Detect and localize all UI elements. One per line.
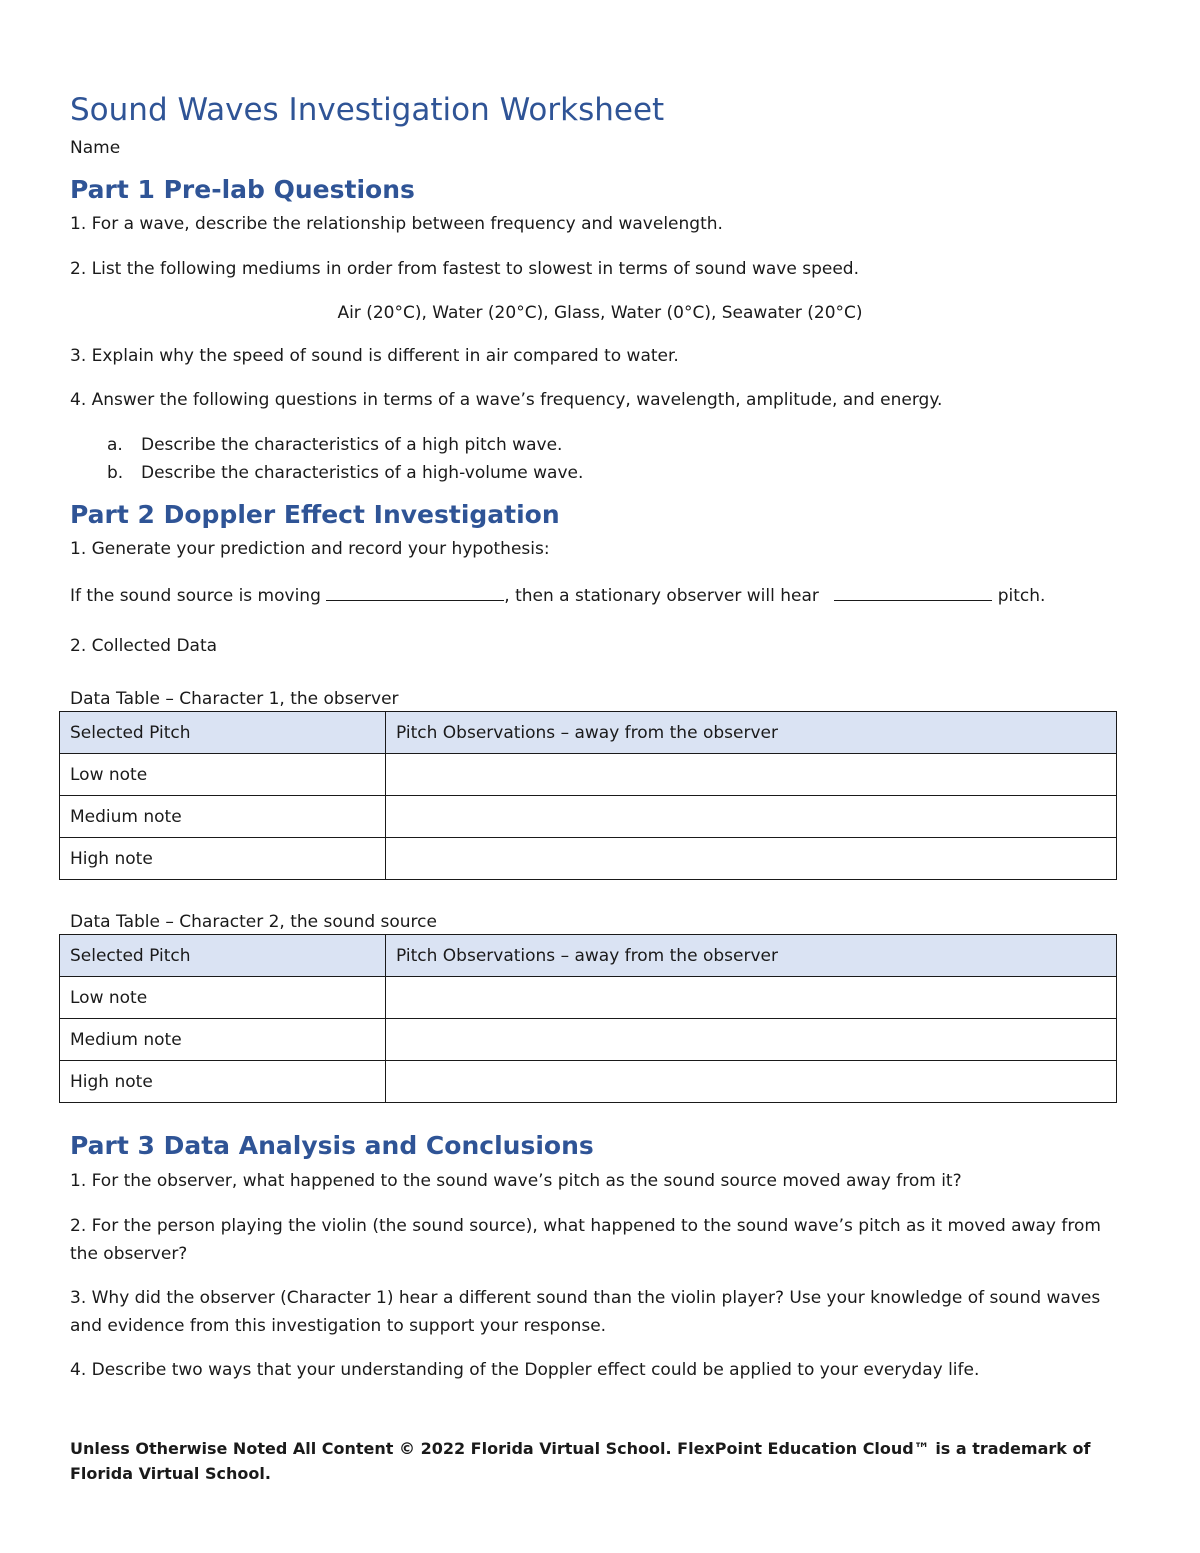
table-cell: High note bbox=[60, 838, 386, 880]
part1-question-1: 1. For a wave, describe the relationship between frequency and wavelength. bbox=[70, 214, 723, 234]
table1-caption: Data Table – Character 1, the observer bbox=[70, 689, 399, 709]
part3-question-2-line1: 2. For the person playing the violin (the sound source), what happened to the sound wave’s pitch as it moved away from bbox=[70, 1216, 1101, 1236]
observation-cell[interactable] bbox=[386, 1019, 1117, 1061]
part3-question-3-line2: and evidence from this investigation to support your response. bbox=[70, 1316, 607, 1336]
table-header-cell: Selected Pitch bbox=[60, 935, 386, 977]
part3-question-1: 1. For the observer, what happened to the sound wave’s pitch as the sound source moved away from it? bbox=[70, 1171, 962, 1191]
observation-cell[interactable] bbox=[386, 1061, 1117, 1103]
table-row bbox=[60, 754, 1117, 796]
part1-question-4: 4. Answer the following questions in terms of a wave’s frequency, wavelength, amplitude, and energy. bbox=[70, 390, 943, 410]
part1-question-2: 2. List the following mediums in order from fastest to slowest in terms of sound wave speed. bbox=[70, 259, 859, 279]
table-cell: Low note bbox=[60, 977, 386, 1019]
part2-question-1: 1. Generate your prediction and record your hypothesis: bbox=[70, 539, 550, 559]
hypothesis-part-a: If the sound source is moving bbox=[70, 586, 321, 606]
hypothesis-part-c: pitch. bbox=[997, 586, 1046, 606]
hypothesis-part-b: , then a stationary observer will hear bbox=[504, 586, 819, 606]
list-marker: b. bbox=[107, 463, 124, 483]
table-header-cell: Selected Pitch bbox=[60, 712, 386, 754]
part1-question-4a bbox=[107, 435, 562, 455]
copyright-footer: Unless Otherwise Noted All Content © 2022 Florida Virtual School. FlexPoint Education Cloud™ is a trademark of Florida Virtual School. bbox=[70, 1439, 1091, 1483]
observation-cell[interactable] bbox=[386, 796, 1117, 838]
part3-question-2-line2: the observer? bbox=[70, 1244, 188, 1264]
part1-heading: Part 1 Pre-lab Questions bbox=[70, 175, 415, 204]
page-title: Sound Waves Investigation Worksheet bbox=[70, 92, 665, 128]
table-row bbox=[60, 977, 1117, 1019]
table2-caption: Data Table – Character 2, the sound source bbox=[70, 912, 437, 932]
table-cell: Low note bbox=[60, 754, 386, 796]
hypothesis-blank-2[interactable] bbox=[834, 584, 992, 601]
part2-question-2: 2. Collected Data bbox=[70, 636, 218, 656]
table-row bbox=[60, 796, 1117, 838]
list-text: Describe the characteristics of a high pitch wave. bbox=[141, 435, 563, 455]
data-table-sound-source bbox=[59, 934, 1117, 1103]
table-cell: Medium note bbox=[60, 1019, 386, 1061]
table-row bbox=[60, 1019, 1117, 1061]
part1-question-4b bbox=[107, 463, 583, 483]
table-header-row bbox=[60, 935, 1117, 977]
observation-cell[interactable] bbox=[386, 838, 1117, 880]
list-marker: a. bbox=[107, 435, 123, 455]
name-label: Name bbox=[70, 138, 121, 158]
observation-cell[interactable] bbox=[386, 977, 1117, 1019]
table-cell: High note bbox=[60, 1061, 386, 1103]
hypothesis-blank-1[interactable] bbox=[326, 584, 504, 601]
observation-cell[interactable] bbox=[386, 754, 1117, 796]
table-row bbox=[60, 1061, 1117, 1103]
hypothesis-sentence bbox=[70, 584, 1045, 606]
part2-heading: Part 2 Doppler Effect Investigation bbox=[70, 500, 560, 529]
list-text: Describe the characteristics of a high-volume wave. bbox=[141, 463, 584, 483]
part3-question-4: 4. Describe two ways that your understanding of the Doppler effect could be applied to your everyday life. bbox=[70, 1360, 980, 1380]
table-header-row bbox=[60, 712, 1117, 754]
part3-heading: Part 3 Data Analysis and Conclusions bbox=[70, 1131, 594, 1160]
table-cell: Medium note bbox=[60, 796, 386, 838]
mediums-list: Air (20°C), Water (20°C), Glass, Water (0°C), Seawater (20°C) bbox=[337, 303, 863, 323]
data-table-observer bbox=[59, 711, 1117, 880]
table-row bbox=[60, 838, 1117, 880]
part1-question-3: 3. Explain why the speed of sound is different in air compared to water. bbox=[70, 346, 679, 366]
table-header-cell: Pitch Observations – away from the observer bbox=[386, 712, 1117, 754]
table-header-cell: Pitch Observations – away from the observer bbox=[386, 935, 1117, 977]
part3-question-3-line1: 3. Why did the observer (Character 1) hear a different sound than the violin player? Use your knowledge of sound waves bbox=[70, 1288, 1101, 1308]
